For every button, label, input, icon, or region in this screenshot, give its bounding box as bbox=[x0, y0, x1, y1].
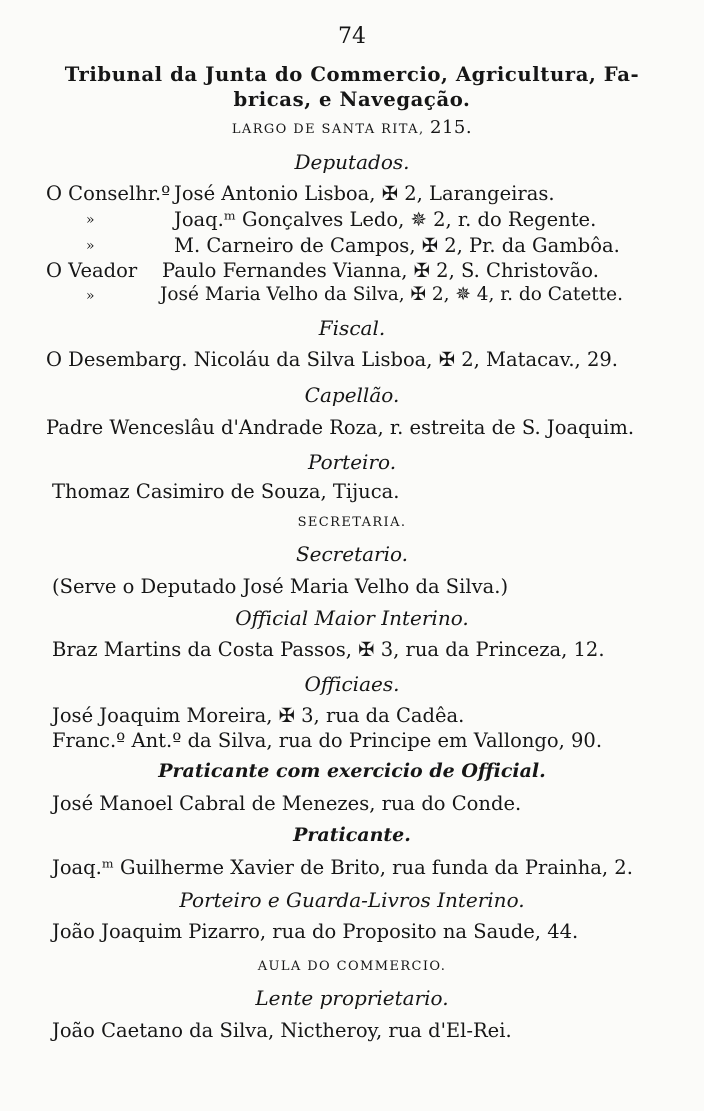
deputado-prefix: O Veador bbox=[46, 259, 138, 282]
address bbox=[0, 119, 704, 137]
page-number: 74 bbox=[338, 24, 366, 49]
porteiro-guarda-entry: João Joaquim Pizarro, rua do Proposito na Saude, 44. bbox=[52, 920, 579, 943]
section-porteiro: Porteiro. bbox=[307, 450, 397, 474]
section-aula: AULA DO COMMERCIO. bbox=[257, 959, 447, 974]
deputado-prefix: O Conselhr.º bbox=[46, 182, 171, 205]
section-lente: Lente proprietario. bbox=[255, 986, 449, 1010]
deputado-text: José Antonio Lisboa, ✠ 2, Larangeiras. bbox=[174, 182, 555, 205]
section-secretario: Secretario. bbox=[295, 542, 409, 566]
section-officiaes: Officiaes. bbox=[304, 672, 400, 696]
section-official-maior: Official Maior Interino. bbox=[235, 606, 469, 630]
title-line-2: bricas, e Navegação. bbox=[233, 87, 471, 111]
deputado-text: José Maria Velho da Silva, ✠ 2, ✵ 4, r. do Catette. bbox=[160, 284, 624, 305]
deputado-text: M. Carneiro de Campos, ✠ 2, Pr. da Gambôa. bbox=[174, 234, 620, 257]
porteiro-entry: Thomaz Casimiro de Souza, Tijuca. bbox=[52, 480, 400, 503]
deputado-text: Joaq.ᵐ Gonçalves Ledo, ✵ 2, r. do Regente. bbox=[174, 208, 597, 231]
officiaes-entry: José Joaquim Moreira, ✠ 3, rua da Cadêa. bbox=[52, 704, 465, 727]
praticante-entry: Joaq.ᵐ Guilherme Xavier de Brito, rua funda da Prainha, 2. bbox=[52, 856, 633, 879]
secretario-entry: (Serve o Deputado José Maria Velho da Silva.) bbox=[52, 575, 509, 598]
title-line-1: Tribunal da Junta do Commercio, Agricultura, Fa- bbox=[64, 62, 640, 86]
official-maior-entry: Braz Martins da Costa Passos, ✠ 3, rua da Princeza, 12. bbox=[52, 638, 605, 661]
section-praticante: Praticante. bbox=[293, 824, 411, 846]
section-capellao: Capellão. bbox=[304, 383, 400, 407]
section-praticante-exercicio: Praticante com exercicio de Official. bbox=[158, 760, 546, 782]
deputado-prefix: » bbox=[86, 288, 95, 304]
capellao-entry: Padre Wenceslâu d'Andrade Roza, r. estreita de S. Joaquim. bbox=[46, 416, 635, 439]
deputado-text: Paulo Fernandes Vianna, ✠ 2, S. Christovão. bbox=[162, 259, 599, 282]
deputado-prefix: » bbox=[86, 238, 95, 254]
deputado-prefix: » bbox=[86, 212, 95, 228]
praticante-exercicio-entry: José Manoel Cabral de Menezes, rua do Conde. bbox=[52, 792, 522, 815]
section-porteiro-guarda: Porteiro e Guarda-Livros Interino. bbox=[179, 888, 525, 912]
section-fiscal: Fiscal. bbox=[318, 316, 386, 340]
address-number: 215. bbox=[430, 117, 473, 138]
lente-entry: João Caetano da Silva, Nictheroy, rua d'El-Rei. bbox=[52, 1019, 512, 1042]
section-deputados: Deputados. bbox=[294, 150, 410, 174]
officiaes-entry: Franc.º Ant.º da Silva, rua do Principe em Vallongo, 90. bbox=[52, 729, 603, 752]
section-secretaria: SECRETARIA. bbox=[297, 515, 407, 530]
fiscal-entry: O Desembarg. Nicoláu da Silva Lisboa, ✠ 2, Matacav., 29. bbox=[46, 348, 618, 371]
address-prefix: LARGO DE SANTA RITA, bbox=[231, 122, 425, 137]
